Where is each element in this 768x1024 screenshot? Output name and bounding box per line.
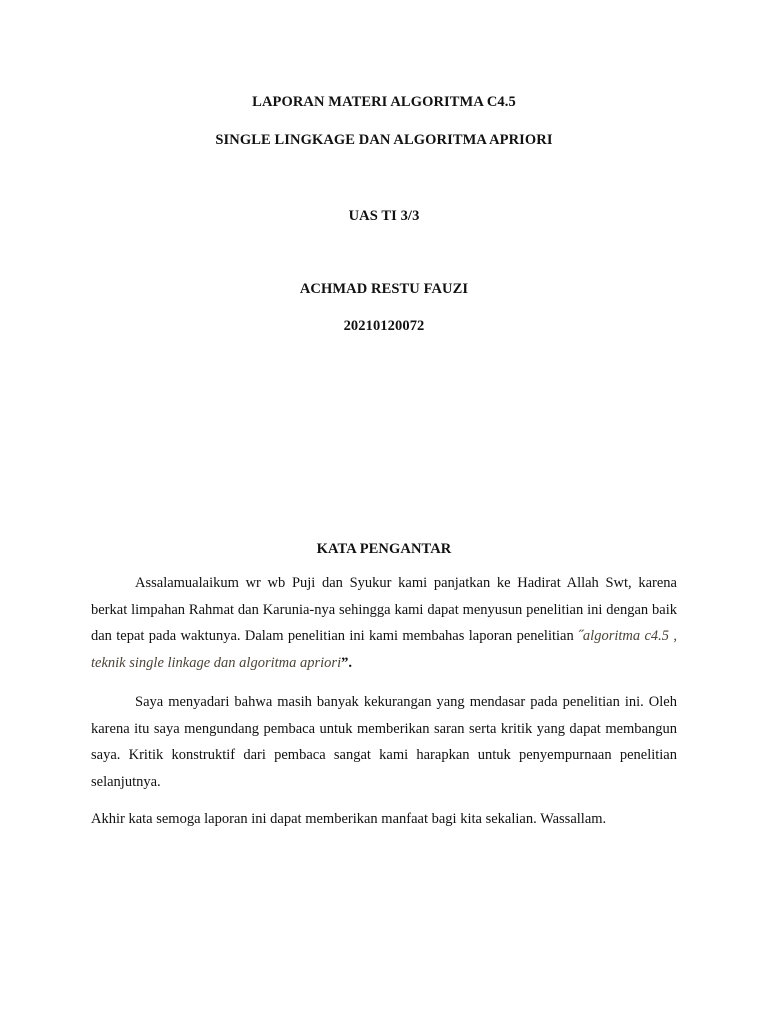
- course-label: UAS TI 3/3: [348, 208, 420, 224]
- preface-paragraph-2: [91, 689, 677, 796]
- preface-heading: KATA PENGANTAR: [316, 541, 452, 557]
- report-title: LAPORAN MATERI ALGORITMA C4.5: [252, 94, 516, 110]
- quote-close: ”.: [341, 655, 352, 672]
- author-name: ACHMAD RESTU FAUZI: [299, 281, 469, 297]
- preface-paragraph-2-text: Saya menyadari bahwa masih banyak kekurangan yang mendasar pada penelitian ini. Oleh karena itu saya mengundang pembaca untuk memberikan saran serta kritik yang dapat membangun saya. Kritik konstruktif dari pembaca sangat kami harapkan untuk penyempurnaan penelitian selanjutnya.: [91, 694, 677, 791]
- preface-paragraph-1-text: Assalamualaikum wr wb Puji dan Syukur kami panjatkan ke Hadirat Allah Swt, karena berkat limpahan Rahmat dan Karunia-nya sehingga kami dapat menyusun penelitian ini dengan baik dan tepat pada waktunya. Dalam penelitian ini kami membahas laporan penelitian: [91, 575, 677, 645]
- preface-paragraph-1: [91, 570, 677, 677]
- report-subtitle: SINGLE LINGKAGE DAN ALGORITMA APRIORI: [215, 132, 553, 148]
- preface-paragraph-3: Akhir kata semoga laporan ini dapat memberikan manfaat bagi kita sekalian. Wassallam.: [91, 811, 607, 827]
- student-id: 20210120072: [343, 318, 425, 334]
- research-topic-quote: ˝algoritma c4.5 , teknik single linkage dan algoritma apriori: [91, 628, 678, 672]
